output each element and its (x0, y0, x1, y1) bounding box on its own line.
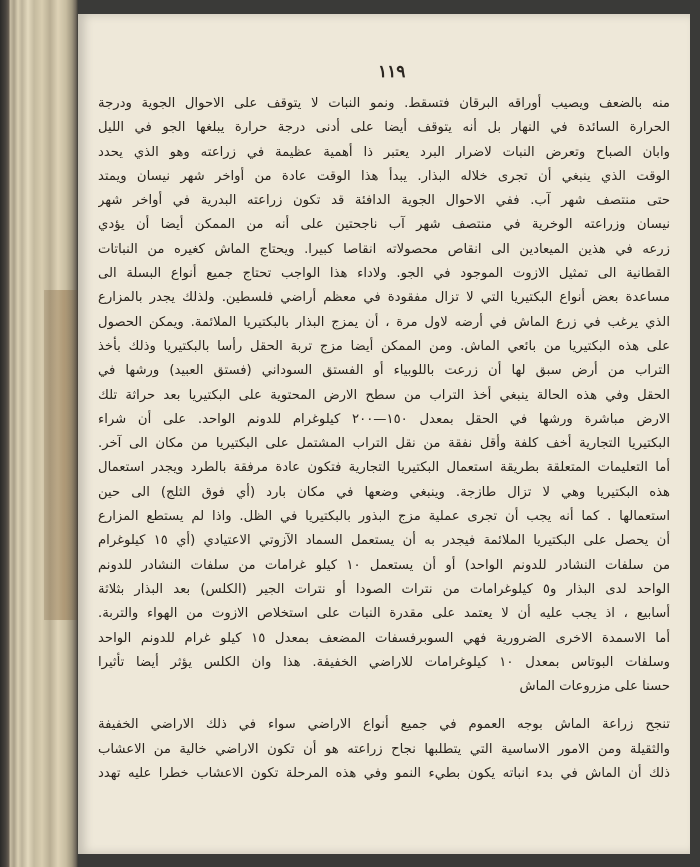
paragraph-1 (98, 92, 670, 699)
text-line: هذه البكتيريا وهي لا تزال طازجة. وينبغي وضعها في مكان بارد (أي فوق الثلج) الى حين (98, 484, 670, 500)
page-number: ١١٩ (378, 62, 406, 82)
text-line: حتى منتصف شهر آب. ففي الاحوال الجوية الدافئة قد تكون زراعته البدرية في أواخر شهر (98, 193, 670, 209)
text-line: من سلفات النشادر للدونم الواحد) أو أن يستعمل ١٠ كيلو غرامات من سلفات النشادر للدونم (98, 557, 670, 573)
text-line: وابان الصباح وتعرض النبات لاضرار البرد يعتبر ذا أهمية عظيمة في زراعته وهو الذي يحدد (98, 144, 670, 160)
text-line: زرعه في هذين الميعادين الى انقاص محصولاته انقاصا كبيرا. ويحتاج الماش كغيره من النباتات (98, 241, 670, 257)
book-page-edges (0, 0, 78, 867)
text-line: التراب من أرض سبق لها أن زرعت باللوبياء أو الفستق السوداني (فستق العبيد) ورشها في (98, 363, 670, 379)
book-page (78, 14, 690, 854)
text-line: استعمالها . كما أنه يجب أن تجرى عملية مزج البذور بالبكتيريا في الظل. واذا لم يستطع المزارع (98, 509, 670, 525)
text-line: أما الاسمدة الاخرى الضرورية فهي السوبرفسفات المضعف بمعدل ١٥ كيلو غرام للدونم الواحد (98, 630, 670, 646)
text-line: أسابيع ، اذ يجب عليه أن لا يعتمد على مقدرة النبات على استخلاص الازوت من الهواء والتربة. (98, 606, 670, 622)
body-text (98, 92, 670, 786)
page-edge-stain (44, 290, 78, 620)
text-line: نيسان وزراعته الوخرية في منتصف شهر آب ناجحتين على أنه من الممكن أيضا أن يؤدي (98, 217, 670, 233)
text-line: مساعدة بعض أنواع البكتيريا التي لا تزال مفقودة في معظم أراضي فلسطين. ولذلك يجدر بالمزارع (98, 290, 670, 306)
paragraph-2 (98, 713, 670, 786)
text-line: أن يحصل على البكتيريا الملائمة فيجدر به أن يستعمل السماد الآزوتي الاعتيادي (أي ١٥ كيلوغرام (98, 533, 670, 549)
text-line: الحقل وفي هذه الحالة ينبغي أخذ التراب من سطح الارض المحتوية على البكتيريا بعد حراثة تلك (98, 387, 670, 403)
text-line: القطانية الى تمثيل الازوت الموجود في الجو. ولاداء هذا الواجب تحتاج جميع أنواع البسلة الى (98, 266, 670, 282)
text-line: على هذه البكتيريا من بائعي الماش. ومن الممكن أيضا مزج تربة الحقل رأسا بالبكتيريا وذلك بأخذ (98, 338, 670, 354)
text-line: حسنا على مزروعات الماش (519, 679, 670, 695)
text-line: الذي يرغب في زرع الماش في أرضه لاول مرة ، أن يمزج البذار بالبكتيريا الملائمة. ويمكن الحصول (98, 314, 670, 330)
text-line: أما التعليمات المتعلقة بطريقة استعمال البكتيريا التجارية فتكون عادة مرفقة بالطرد ويجدر استعمال (98, 460, 670, 476)
text-line: الواحد لدى البذار و٥ كيلوغرامات من نترات الصودا أو نترات الجير (الكلس) بعد البذار بثلاثة (98, 581, 670, 597)
text-line: تنجح زراعة الماش بوجه العموم في جميع أنواع الاراضي سواء في ذلك الاراضي الخفيفة (98, 717, 670, 733)
text-line: والثقيلة ومن الامور الاساسية التي يتطلبها نجاح زراعته هو أن تكون الاراضي خالية من الاعشاب (98, 741, 670, 757)
paragraph-gap (98, 699, 670, 713)
text-line: وسلفات البوتاس بمعدل ١٠ كيلوغرامات للاراضي الخفيفة. هذا وان الكلس يؤثر أيضا تأثيرا (98, 654, 670, 670)
text-line: الارض مباشرة ورشها في الحقل بمعدل ١٥٠—٢٠٠ كيلوغرام للدونم الواحد. على أن شراء (98, 411, 670, 427)
text-line: الحرارة السائدة في النهار بل أنه يتوقف أيضا على أدنى درجة حرارة يبلغها الجو في الليل (98, 120, 670, 136)
text-line: منه بالضعف ويصيب أوراقه البرقان فتسقط. ونمو النبات لا يتوقف على الاحوال الجوية ودرجة (98, 96, 670, 111)
text-line: الوقت الذي ينبغي أن تجرى خلاله البذار. يبدأ هذا الوقت عادة من أواخر شهر نيسان ويمتد (98, 168, 670, 184)
text-line: البكتيريا التجارية أخف كلفة وأقل نفقة من نقل التراب المشتمل على البكتيريا من مكان الى آخر. (98, 436, 670, 452)
text-line: ذلك أن الماش في بدء انباته يكون بطيء النمو وفي هذه المرحلة تكون الاعشاب خطرا عليه تهدد (98, 766, 670, 782)
